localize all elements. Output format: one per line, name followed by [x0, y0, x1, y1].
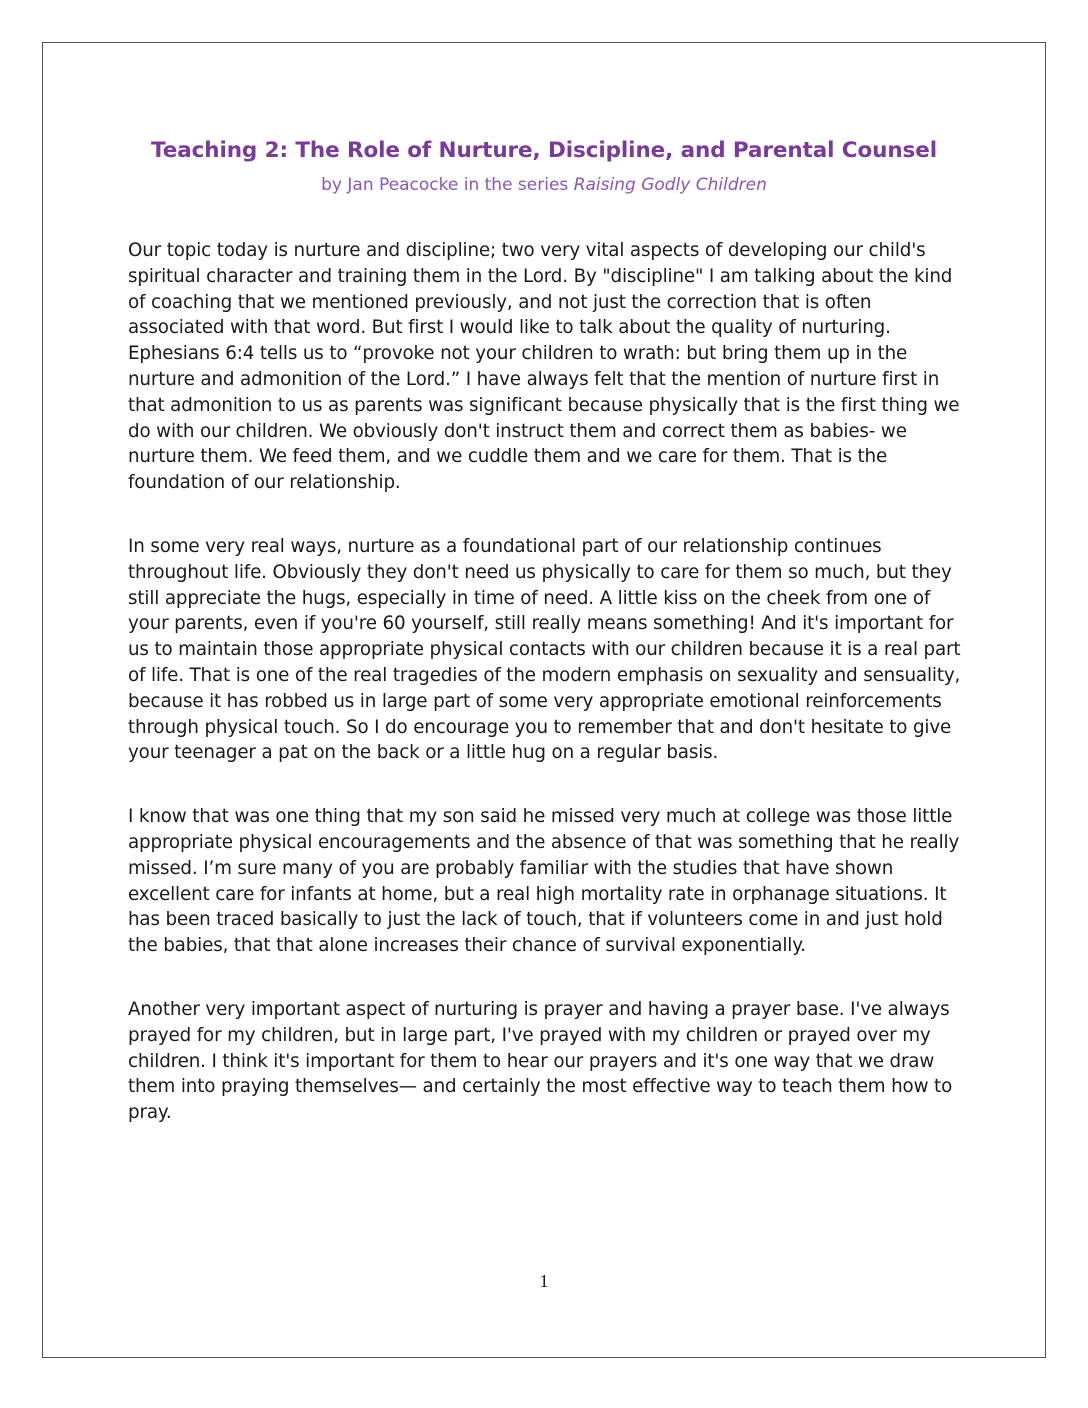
paragraph-3: I know that was one thing that my son said he missed very much at college was those little appropriate physical encouragements and the absence of that was something that he really missed. I’m sure many of you are probably familiar with the studies that have shown excellent care for infants at home, but a real high mortality rate in orphanage situations. It has been traced basically to just the lack of touch, that if volunteers come in and just hold the babies, that that alone increases their chance of survival exponentially. — [128, 806, 960, 957]
paragraph-4: Another very important aspect of nurturing is prayer and having a prayer base. I've always prayed for my children, but in large part, I've prayed with my children or prayed over my children. I think it's important for them to hear our prayers and it's one way that we draw them into praying themselves— and certainly the most effective way to teach them how to pray. — [128, 998, 953, 1124]
paragraph-1: Our topic today is nurture and discipline; two very vital aspects of developing our child's spiritual character and training them in the Lord. By "discipline" I am talking about the kind of coaching that we mentioned previously, and not just the correction that is often associated with that word. But first I would like to talk about the quality of nurturing. Ephesians 6:4 tells us to “provoke not your children to wrath: but bring them up in the nurture and admonition of the Lord.” I have always felt that the mention of nurture first in that admonition to us as parents was significant because physically that is the first thing we do with our children. We obviously don't instruct them and correct them as babies- we nurture them. We feed them, and we cuddle them and we care for them. That is the foundation of our relationship. — [128, 240, 960, 494]
page-number: 1 — [539, 1271, 549, 1291]
paragraph-2: In some very real ways, nurture as a foundational part of our relationship continues throughout life. Obviously they don't need us physically to care for them so much, but they still appreciate the hugs, especially in time of need. A little kiss on the cheek from one of your parents, even if you're 60 yourself, still really means something! And it's important for us to maintain those appropriate physical contacts with our children because it is a real part of life. That is one of the real tragedies of the modern emphasis on sexuality and sensuality, because it has robbed us in large part of some very appropriate emotional reinforcements through physical touch. So I do encourage you to remember that and don't hesitate to give your teenager a pat on the back or a little hug on a regular basis. — [128, 535, 961, 764]
body-text — [128, 238, 973, 1164]
document-title: Teaching 2: The Role of Nurture, Discipline, and Parental Counsel — [151, 138, 937, 163]
series-title: Raising Godly Children — [573, 175, 767, 195]
byline-prefix: by Jan Peacocke in the series — [321, 175, 574, 195]
byline — [0, 175, 1088, 195]
